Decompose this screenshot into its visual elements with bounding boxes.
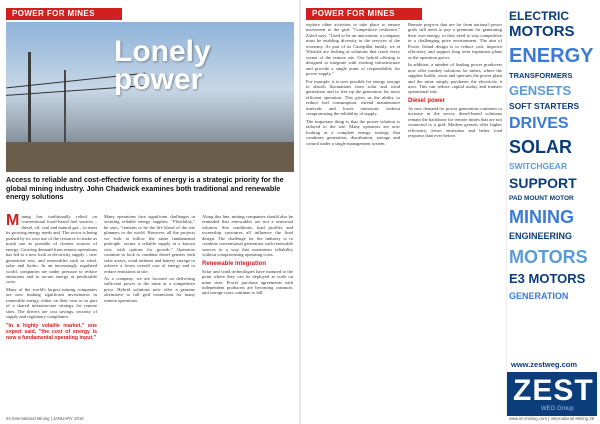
body-text: As a company, we are focused on delivering sufficient power to the mine at a competitive price. Hybrid solutions now offer a genuine alternative to full grid connection for many remote operations. bbox=[104, 275, 195, 303]
advert-website-link[interactable]: www.zestweg.com bbox=[511, 360, 577, 369]
ad-word: GENERATION bbox=[509, 291, 569, 301]
article-columns bbox=[306, 22, 502, 412]
ad-word: MINING bbox=[509, 207, 574, 227]
ad-word: ELECTRIC bbox=[509, 9, 569, 23]
logo-subtitle: WEG Group bbox=[541, 406, 574, 412]
body-text: ining has traditionally relied on conventional fossil-based fuel sources – diesel, oil, coal and natural gas – to meet its growing energy needs and. The sector is being pushed by its own use of the resource to make as much use as possible of cleaner sources of energy. Growing demand from remote operations has led to a new look at electricity supply – new generation sets, and renewables such as wind, solar and hydro. In an increasingly regulated world, companies are under pressure to reduce emissions and to secure energy at predictable costs. bbox=[6, 214, 97, 285]
advertisement[interactable] bbox=[506, 6, 597, 416]
body-text: Many of the world's largest mining companies are now making significant investments in renewable energy, either on their own or as part of a shared infrastructure strategy for remote sites. The drivers are cost savings, security of supply and regulatory compliance. bbox=[6, 286, 97, 320]
body-text: Along this line, mining companies should also be reminded that renewables are not a universal solution. Site conditions, load profiles and ownership structures all influence the final design. The challenge for the industry is to combine conventional generation with renewable sources in a way that maximises reliability without compromising operating costs. bbox=[202, 214, 293, 258]
word-cloud bbox=[507, 6, 597, 358]
article-column-3 bbox=[202, 214, 293, 410]
subheading: Diesel power bbox=[408, 97, 446, 104]
article-columns bbox=[6, 214, 294, 410]
ad-word: SUPPORT bbox=[509, 175, 577, 191]
headline bbox=[114, 35, 211, 96]
body-text: As new demand for power generation continues to increase in the sector, diesel-based solutions remain the backbone for remote mines that are not connected to a grid. Modern gensets offer higher efficiency, lower emissions and better load response than ever before. bbox=[408, 105, 502, 139]
ad-word: SOFT STARTERS bbox=[509, 101, 580, 111]
drop-cap: M bbox=[6, 214, 20, 229]
pull-quote: "In a highly volatile market," one expert said, "the cost of energy is now a fundamental operating input." bbox=[6, 322, 97, 342]
ad-word: E3 MOTORS bbox=[509, 271, 586, 286]
body-text: Remote projects that are far from national power grids still need to pay a premium for generating their own energy, so they need to stay competitive in a challenging price environment. The aim of Power Island design is to reduce cost, improve efficiency and support long term expansion plans as the operation grows. bbox=[408, 22, 502, 60]
zest-logo bbox=[507, 372, 597, 416]
ad-word: SWITCHGEAR bbox=[509, 161, 568, 171]
section-tag: POWER FOR MINES bbox=[306, 8, 422, 20]
article-column-2 bbox=[408, 22, 502, 412]
page-footer: 24 International Mining | JANUARY 2016 bbox=[6, 416, 84, 421]
ad-word: ENERGY bbox=[509, 45, 594, 67]
ad-word: MOTORS bbox=[509, 247, 588, 267]
ad-word: MOTORS bbox=[509, 23, 575, 40]
ad-word: GENSETS bbox=[509, 83, 572, 98]
ad-word: DRIVES bbox=[509, 115, 569, 132]
subheading: Renewable integration bbox=[202, 260, 267, 267]
headline-line1: Lonely bbox=[114, 35, 211, 68]
page-footer: www.im-mining.com | International Mining 25 bbox=[508, 416, 594, 421]
ad-word: ENGINEERING bbox=[509, 231, 573, 241]
body-text: Many operations face significant challenges in securing reliable energy supplies. "Flexibility," he says, "remains to be the life blood of the site planners in the world. However, all the projects we look at follow the same fundamental principle: secure a reliable supply at a known cost, with options for growth." Operators continue to look to combine diesel gensets with solar arrays, wind turbines and battery storage to achieve a lower overall cost of energy and to reduce emissions at site. bbox=[104, 214, 195, 274]
section-tag: POWER FOR MINES bbox=[6, 8, 122, 20]
body-text: The important thing is that the power solution is tailored to the site. Many operators are now looking at a complete energy strategy that combines generation, distribution, storage and control under a single management system. bbox=[306, 118, 400, 146]
headline-line2: power bbox=[114, 63, 203, 96]
standfirst: Access to reliable and cost-effective forms of energy is a strategic priority for the global mining industry. John Chadwick examines both traditional and renewable energy solutions bbox=[6, 175, 284, 202]
hero-image bbox=[6, 22, 294, 172]
body-text: In addition, a number of leading power producers now offer turnkey solutions for mines, where the supplier builds, owns and operates the power plant and the mine simply purchases the electricity it uses. This can reduce capital outlay and transfer operational risk. bbox=[408, 62, 502, 95]
right-page bbox=[300, 0, 600, 424]
landscape bbox=[6, 142, 294, 172]
ad-word: SOLAR bbox=[509, 137, 572, 157]
ad-word: PAD MOUNT MOTOR bbox=[509, 195, 574, 202]
body-text: Solar and wind technologies have matured to the point where they can be deployed at scale on mine sites. Power purchase agreements with independent producers are becoming common, and storage costs continue to fall. bbox=[202, 268, 293, 296]
body-text: For example, it is now possible for energy storage to absorb fluctuations from solar and wind generation and to free up the generators for more efficient operation. This gives us the ability to reduce fuel consumption, extend maintenance intervals and lower emissions without compromising the reliability of supply. bbox=[306, 78, 400, 117]
article-column-1 bbox=[306, 22, 400, 412]
ad-word: TRANSFORMERS bbox=[509, 71, 573, 80]
logo-wordmark: ZEST bbox=[513, 374, 594, 407]
body-text: explore other activities to take place to ensure movement to the grid. "Competitive resilience," Zafeil says, "Used to be an innovation; a company must be enabling diversity in the services of the economy. As part of its Caterpillar family, we at Wärtsilä are looking at solutions that reach every corner of the remote site. Our hybrid offering is designed to integrate with existing infrastructure and provide a single point of responsibility for power supply." bbox=[306, 22, 400, 77]
article-column-1 bbox=[6, 214, 97, 410]
article-column-2 bbox=[104, 214, 195, 410]
